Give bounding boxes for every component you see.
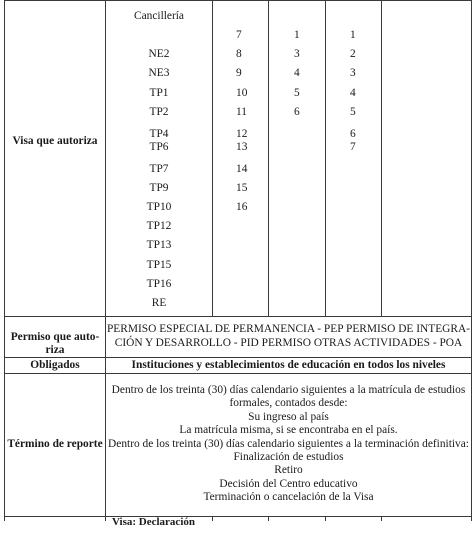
table-rule	[4, 316, 472, 317]
visa-number: 2	[350, 48, 356, 60]
visa-number: 10	[236, 87, 248, 99]
termino-line: formales, contados desde:	[229, 397, 348, 410]
termino-line: Dentro de los treinta (30) días calendario siguientes a la terminación definitiva:	[108, 437, 469, 450]
visa-code: RE	[151, 297, 167, 309]
obligados-value: Instituciones y establecimientos de educación en todos los niveles	[131, 359, 446, 371]
visa-number: 3	[294, 48, 300, 60]
visa-code: TP6	[149, 141, 169, 153]
visa-code: TP10	[146, 201, 172, 213]
visa-code: TP4	[149, 128, 169, 140]
visa-number: 6	[294, 106, 300, 118]
termino-text	[106, 384, 471, 505]
permiso-label: riza	[45, 344, 65, 356]
table-rule	[381, 516, 382, 521]
obligados-label: Obligados	[30, 359, 80, 371]
visa-number: 7	[350, 141, 356, 153]
visa-number: 9	[236, 67, 242, 79]
termino-line: Su ingreso al país	[248, 410, 329, 423]
table-rule	[471, 0, 472, 521]
table-rule	[212, 0, 213, 316]
visa-number: 5	[350, 106, 356, 118]
table-rule	[4, 516, 472, 517]
visa-number: 6	[350, 128, 356, 140]
visa-number: 4	[294, 67, 300, 79]
visa-code: TP15	[146, 259, 172, 271]
visa-code: TP1	[149, 87, 169, 99]
visa-number: 11	[236, 106, 247, 118]
permiso-text: PERMISO ESPECIAL DE PERMANENCIA - PEP PERMISO DE INTEGRA-	[106, 323, 471, 335]
visa-code: NE3	[148, 67, 170, 79]
termino-line: Finalización de estudios	[233, 451, 344, 464]
termino-label: Término de reporte	[7, 438, 103, 450]
visa-number: 16	[236, 201, 248, 213]
visa-number: 14	[236, 163, 248, 175]
table-rule	[325, 516, 326, 521]
table-rule	[325, 0, 326, 316]
visa-code: TP13	[146, 239, 172, 251]
visa-number: 7	[236, 29, 242, 41]
permiso-label: Permiso que auto-	[10, 331, 100, 343]
visa-code: TP16	[146, 278, 172, 290]
visa-number: 3	[350, 67, 356, 79]
visa-number: 15	[236, 182, 248, 194]
visa-code: Cancillería	[134, 10, 184, 22]
visa-code: TP9	[149, 182, 169, 194]
termino-line: La matrícula misma, si se encontraba en el país.	[179, 424, 398, 437]
visa-number: 5	[294, 87, 300, 99]
table-rule	[4, 373, 472, 374]
visa-number: 12	[236, 128, 248, 140]
permiso-text: CIÓN Y DESARROLLO - PID PERMISO OTRAS ACTIVIDADES - POA	[114, 337, 463, 349]
next-row-fragment: Visa: Declaración	[112, 516, 195, 528]
visa-number: 8	[236, 48, 242, 60]
table-rule	[381, 0, 382, 316]
visa-number: 13	[236, 141, 248, 153]
termino-line: Retiro	[274, 464, 303, 477]
table-rule	[268, 0, 269, 316]
visa-label: Visa que autoriza	[12, 135, 98, 147]
visa-number: 4	[350, 87, 356, 99]
termino-line: Decisión del Centro educativo	[219, 477, 358, 490]
visa-number: 1	[350, 29, 356, 41]
visa-code: TP7	[149, 163, 169, 175]
visa-number: 1	[294, 29, 300, 41]
table-rule	[4, 0, 5, 521]
visa-code: TP2	[149, 106, 169, 118]
table-rule	[268, 516, 269, 521]
visa-code: TP12	[146, 220, 172, 232]
termino-line: Terminación o cancelación de la Visa	[203, 491, 374, 504]
visa-code: NE2	[148, 48, 170, 60]
termino-line: Dentro de los treinta (30) días calendario siguientes a la matrícula de estudios	[111, 384, 466, 396]
table-rule	[4, 0, 472, 1]
